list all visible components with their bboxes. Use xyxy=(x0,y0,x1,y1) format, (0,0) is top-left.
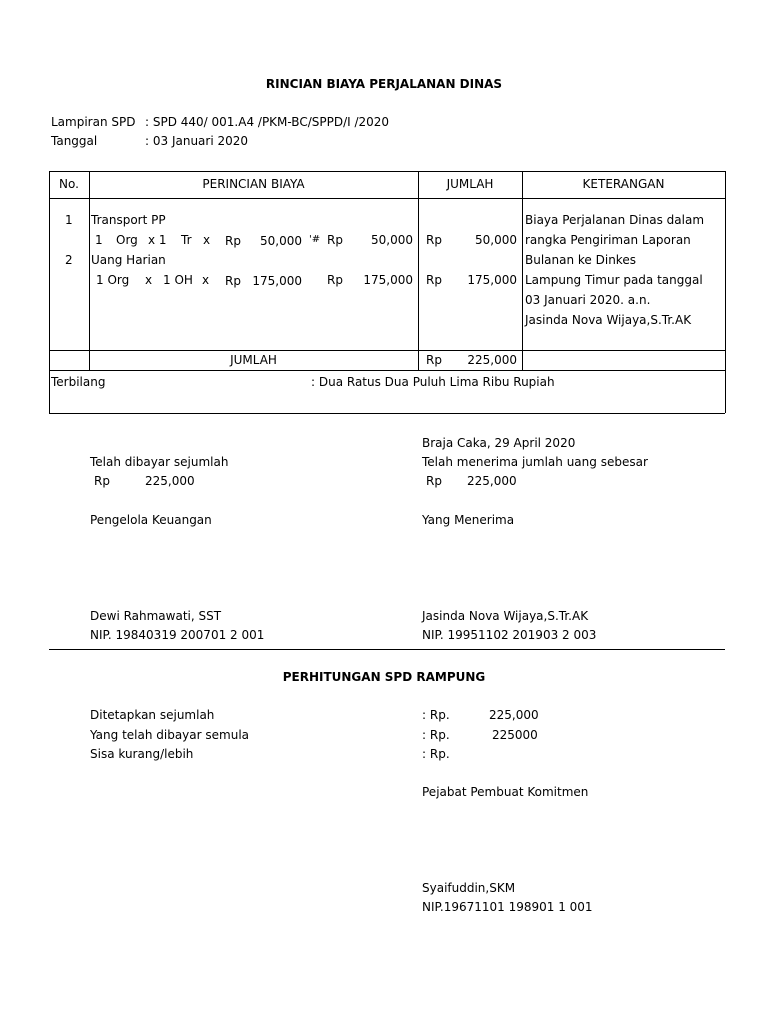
table-border-bottom xyxy=(49,413,725,414)
left-name: Dewi Rahmawati, SST xyxy=(90,609,222,623)
perhitungan-label: Sisa kurang/lebih xyxy=(90,747,194,761)
page-title: RINCIAN BIAYA PERJALANAN DINAS xyxy=(265,77,503,91)
left-role: Pengelola Keuangan xyxy=(90,513,212,527)
table-header-divider xyxy=(49,198,725,199)
received-amount: 225,000 xyxy=(467,474,517,488)
table-border-top xyxy=(49,171,725,172)
perhitungan-rp: : Rp. xyxy=(422,728,450,742)
row-rp2: Rp xyxy=(327,233,343,247)
row-rp1: Rp xyxy=(225,234,241,248)
row-hash: '# xyxy=(309,234,321,245)
row-rp3: Rp xyxy=(426,273,442,287)
right-role: Yang Menerima xyxy=(422,513,515,527)
row-no: 1 xyxy=(65,213,73,227)
row-detail-unit: 1 OH xyxy=(163,273,193,287)
paid-rp: Rp xyxy=(94,474,110,488)
row-detail-x2: x xyxy=(202,273,210,287)
row-detail-mult: x 1 xyxy=(148,233,167,247)
perhitungan-title: PERHITUNGAN SPD RAMPUNG xyxy=(282,670,486,684)
header-jumlah: JUMLAH xyxy=(446,177,494,191)
perhitungan-label: Ditetapkan sejumlah xyxy=(90,708,215,722)
table-total-divider xyxy=(49,370,725,371)
keterangan-line: Bulanan ke Dinkes xyxy=(525,253,636,267)
row-rp3: Rp xyxy=(426,233,442,247)
row-val1: 50,000 xyxy=(260,234,302,248)
terbilang-value: : Dua Ratus Dua Puluh Lima Ribu Rupiah xyxy=(311,375,555,389)
keterangan-line: Lampung Timur pada tanggal xyxy=(525,273,703,287)
total-label: JUMLAH xyxy=(230,353,277,367)
lampiran-label: Lampiran SPD xyxy=(51,115,136,129)
perhitungan-rp: : Rp. xyxy=(422,747,450,761)
table-border-left xyxy=(49,171,50,413)
row-detail-qty: 1 Org xyxy=(96,273,130,287)
perhitungan-label: Yang telah dibayar semula xyxy=(90,728,250,742)
header-perincian: PERINCIAN BIAYA xyxy=(202,177,305,191)
keterangan-line: Biaya Perjalanan Dinas dalam xyxy=(525,213,705,227)
tanggal-value: : 03 Januari 2020 xyxy=(145,134,249,148)
paid-amount: 225,000 xyxy=(145,474,195,488)
row-detail-x: x xyxy=(203,233,211,247)
total-rp: Rp xyxy=(426,353,442,367)
tanggal-label: Tanggal xyxy=(51,134,98,148)
row-val3: 175,000 xyxy=(467,273,517,287)
row-rp2: Rp xyxy=(327,273,343,287)
section-divider xyxy=(49,649,725,650)
row-val2: 175,000 xyxy=(363,273,413,287)
keterangan-line: 03 Januari 2020. a.n. xyxy=(525,293,651,307)
right-nip: NIP. 19951102 201903 2 003 xyxy=(422,628,597,642)
row-val2: 50,000 xyxy=(371,233,413,247)
ppk-nip: NIP.19671101 198901 1 001 xyxy=(422,900,593,914)
table-body-divider xyxy=(49,350,725,351)
keterangan-line: rangka Pengiriman Laporan xyxy=(525,233,691,247)
received-rp: Rp xyxy=(426,474,442,488)
row-detail-unit2: Tr xyxy=(181,233,192,247)
row-item: Uang Harian xyxy=(91,253,166,267)
row-no: 2 xyxy=(65,253,73,267)
row-rp1: Rp xyxy=(225,274,241,288)
perhitungan-value: 225,000 xyxy=(489,708,539,722)
row-detail-x1: x xyxy=(145,273,153,287)
right-name: Jasinda Nova Wijaya,S.Tr.AK xyxy=(422,609,589,623)
row-val1: 175,000 xyxy=(252,274,302,288)
row-detail-unit: Org xyxy=(116,233,138,247)
total-value: 225,000 xyxy=(467,353,517,367)
keterangan-line: Jasinda Nova Wijaya,S.Tr.AK xyxy=(525,313,692,327)
row-val3: 50,000 xyxy=(475,233,517,247)
perhitungan-value: 225000 xyxy=(492,728,538,742)
table-col-divider-3 xyxy=(522,171,523,370)
terbilang-label: Terbilang xyxy=(51,375,106,389)
place-date: Braja Caka, 29 April 2020 xyxy=(422,436,576,450)
table-col-divider-1 xyxy=(89,171,90,370)
ppk-role: Pejabat Pembuat Komitmen xyxy=(422,785,589,799)
table-col-divider-2 xyxy=(418,171,419,370)
table-border-right xyxy=(725,171,726,413)
row-detail-qty: 1 xyxy=(95,233,103,247)
received-label: Telah menerima jumlah uang sebesar xyxy=(422,455,648,469)
paid-label: Telah dibayar sejumlah xyxy=(90,455,229,469)
row-item: Transport PP xyxy=(91,213,166,227)
header-no: No. xyxy=(59,177,79,191)
header-keterangan: KETERANGAN xyxy=(582,177,665,191)
ppk-name: Syaifuddin,SKM xyxy=(422,881,516,895)
perhitungan-rp: : Rp. xyxy=(422,708,450,722)
left-nip: NIP. 19840319 200701 2 001 xyxy=(90,628,265,642)
lampiran-value: : SPD 440/ 001.A4 /PKM-BC/SPPD/I /2020 xyxy=(145,115,390,129)
